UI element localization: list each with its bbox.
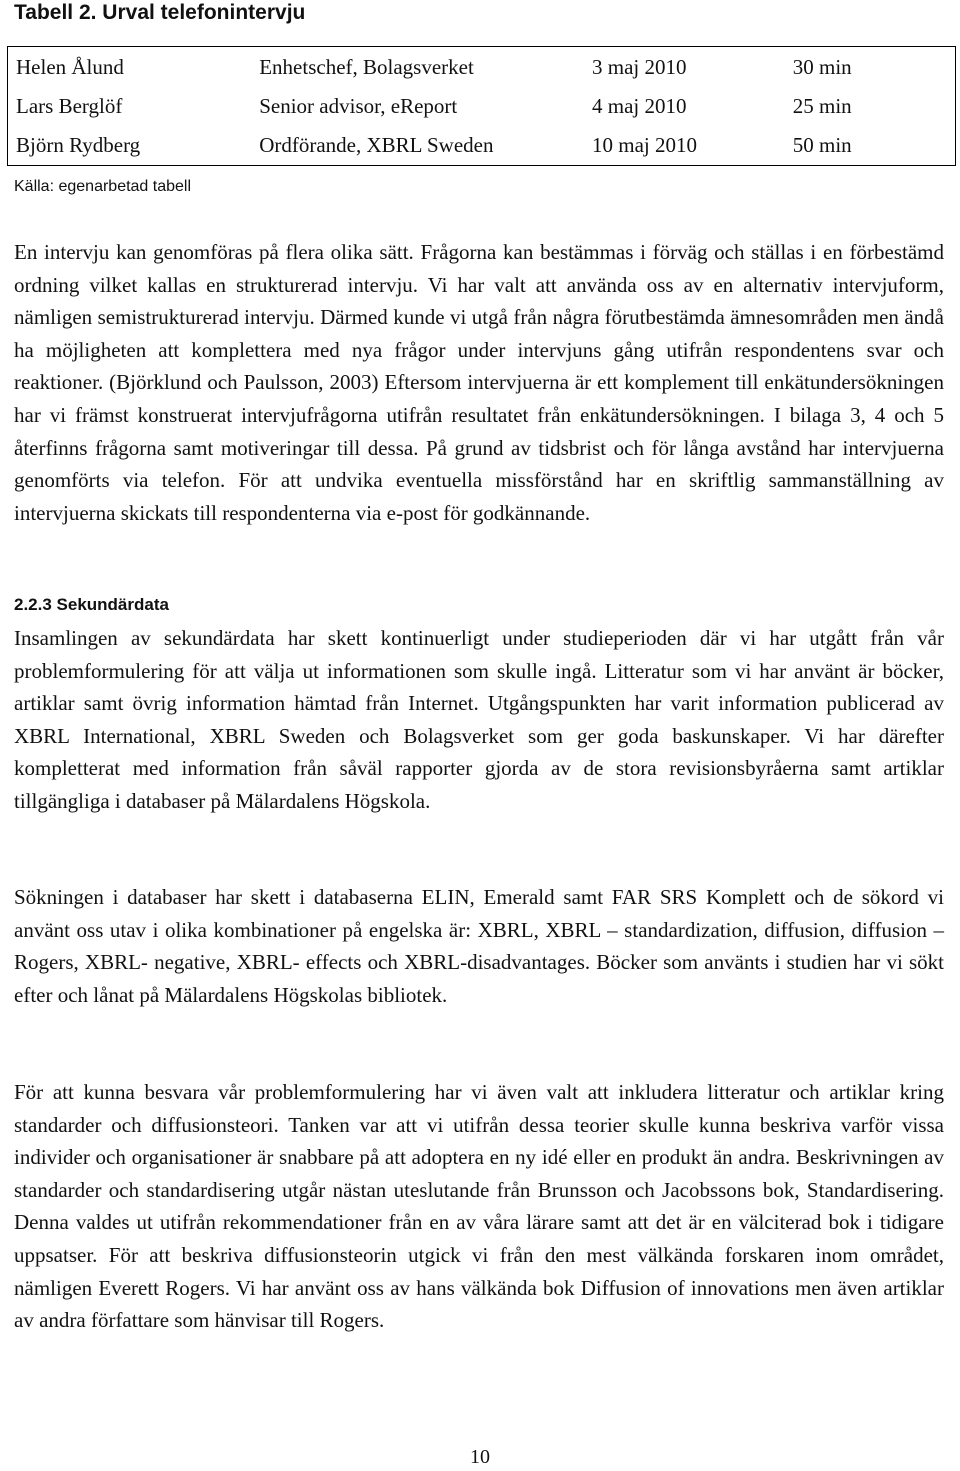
respondent-role: Enhetschef, Bolagsverket <box>259 54 474 79</box>
respondent-role: Ordförande, XBRL Sweden <box>259 133 494 157</box>
secondary-data-paragraph: Insamlingen av sekundärdata har skett kontinuerligt under studieperioden där vi har utgått från vår problemformulering för att välja ut informationen som skulle ingå. Litteratur som vi har använt är böcker, artiklar samt övrig information hämtad från Internet. Utgångspunkten har varit information publicerad av XBRL International, XBRL Sweden och Bolagsverket som ger goda baskunskaper. Vi har därefter kompletterat med information från såväl rapporter gjorda av de stora revisionsbyråerna samt artiklar tillgängliga i databaser på Mälardalens Högskola. <box>14 626 944 813</box>
table-row <box>8 47 956 88</box>
interview-duration: 25 min <box>792 94 852 118</box>
table-row <box>8 126 956 166</box>
respondent-name: Lars Berglöf <box>16 94 123 118</box>
database-search-paragraph: Sökningen i databaser har skett i databaserna ELIN, Emerald samt FAR SRS Komplett och de sökord vi använt oss utav i olika kombinationer på engelska är: XBRL, XBRL – standardization, diffusion, diffusion – Rogers, XBRL- negative, XBRL- effects och XBRL-disadvantages. Böcker som använts i studien har vi sökt efter och lånat på Mälardalens Högskolas bibliotek. <box>14 885 944 1007</box>
respondent-name: Björn Rydberg <box>16 133 141 157</box>
interview-date: 4 maj 2010 <box>591 94 687 118</box>
section-heading: 2.2.3 Sekundärdata <box>14 595 169 614</box>
interview-duration: 50 min <box>792 133 852 157</box>
interview-duration: 30 min <box>792 54 852 79</box>
respondent-role: Senior advisor, eReport <box>259 94 458 118</box>
interview-table <box>7 46 956 166</box>
interview-date: 3 maj 2010 <box>591 54 687 79</box>
interview-paragraph: En intervju kan genomföras på flera olika sätt. Frågorna kan bestämmas i förväg och ställas i en förbestämd ordning vilket kallas en strukturerad intervju. Vi har valt att använda oss av en alternativ intervjuform, nämligen semistrukturerad intervju. Därmed kunde vi utgå från några förutbestämda ämnesområden men ändå ha möjligheten att komplettera med nya frågor under intervjuns gång utifrån respondentens svar och reaktioner. (Björklund och Paulsson, 2003) Eftersom intervjuerna är ett komplement till enkätundersökningen har vi främst konstruerat intervjufrågorna utifrån resultatet från enkätundersökningen. I bilaga 3, 4 och 5 återfinns frågorna samt motiveringar till dessa. På grund av tidsbrist och för långa avstånd har intervjuerna genomförts via telefon. För att undvika eventuella missförstånd har en skriftlig sammanställning av intervjuerna skickats till respondenterna via e-post för godkännande. <box>14 240 944 525</box>
interview-date: 10 maj 2010 <box>591 133 697 157</box>
table-caption: Tabell 2. Urval telefonintervju <box>14 1 306 24</box>
page-number: 10 <box>470 1446 490 1468</box>
table-source: Källa: egenarbetad tabell <box>14 178 192 195</box>
respondent-name: Helen Ålund <box>16 54 124 79</box>
table-row <box>8 87 956 126</box>
literature-paragraph: För att kunna besvara vår problemformulering har vi även valt att inkludera litteratur och artiklar kring standarder och diffusionsteori. Tanken var att vi utifrån dessa teorier skulle kunna beskriva varför vissa individer och organisationer är snabbare på att adoptera en ny idé eller en produkt än andra. Beskrivningen av standarder och standardisering utgår nästan uteslutande från Brunsson och Jacobssons bok, Standardisering. Denna valdes ut utifrån rekommendationer från en av våra lärare samt att det är en välciterad bok i tidigare uppsatser. För att beskriva diffusionsteorin utgick vi från den mest välkända forskaren inom området, nämligen Everett Rogers. Vi har använt oss av hans välkända bok Diffusion of innovations men även artiklar av andra författare som hänvisar till Rogers. <box>14 1080 944 1333</box>
